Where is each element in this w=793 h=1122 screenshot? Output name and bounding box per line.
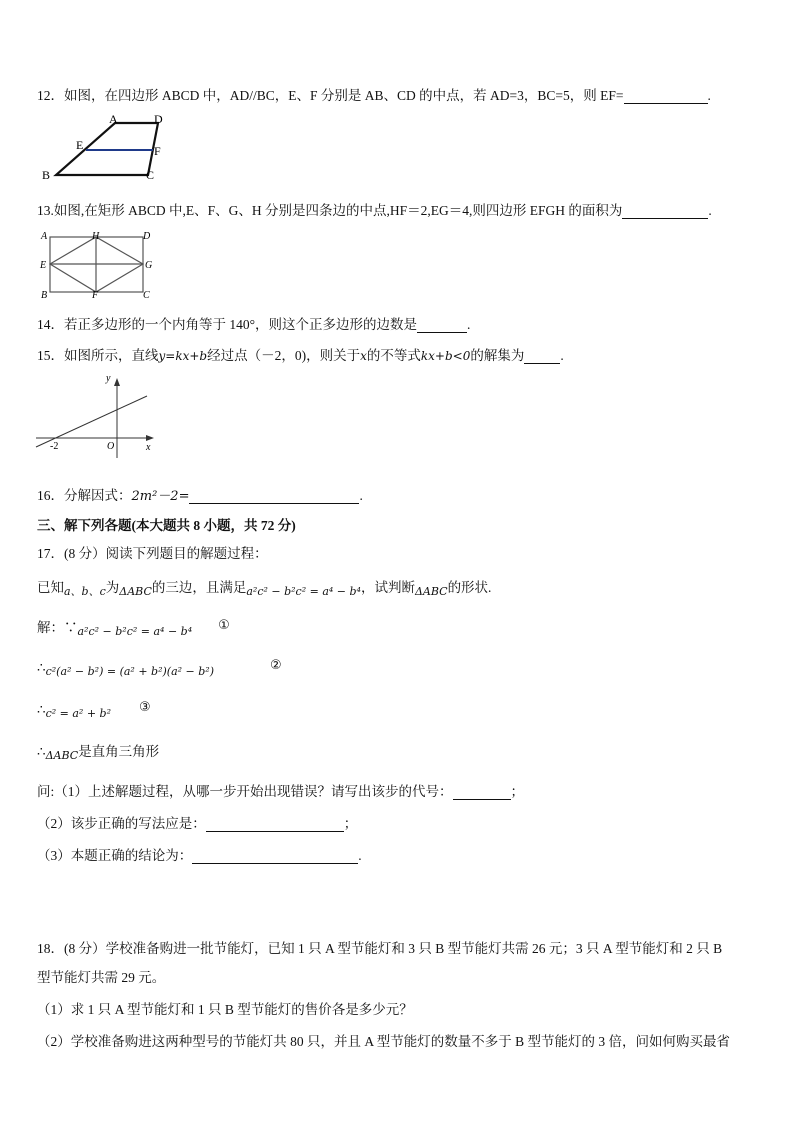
trapezoid-figure [36,112,176,184]
label-a: A [109,112,118,126]
answer-blank [192,849,358,864]
tick-label-minus-2: -2 [50,441,59,452]
line-graph-figure [34,370,162,460]
label-a: A [41,231,48,242]
question-18-part-1: （1）求 1 只 A 型节能灯和 1 只 B 型节能灯的售价各是多少元？ [37,1002,413,1017]
y-label: y [106,373,111,384]
question-15: 15．如图所示，直线y=kx+b经过点（－2，0)，则关于x的不等式kx+b<0的解集为 . [37,348,564,363]
section-title: 三、解下列各题(本大题共 8 小题，共 72 分) [37,518,296,533]
step-marker-3: ③ [139,700,151,715]
answer-blank [206,817,344,832]
label-f: F [92,290,99,300]
label-c: C [143,290,150,300]
solution-step-3: $\therefore_{c^2 = a^2 + b^2}$ ③ [37,700,151,720]
question-16: 16．分解因式：2m²－2= . [37,488,363,504]
y-axis-arrow [114,378,120,386]
label-e: E [40,260,47,271]
label-g: G [145,260,153,271]
line-equation: y=kx+b [158,349,208,363]
step-marker-1: ① [218,618,230,633]
step-marker-2: ② [270,658,282,673]
factor-expression: 2m²－2= [131,489,190,504]
label-d: D [154,112,163,126]
answer-blank [622,204,708,219]
question-17-part-3: （3）本题正确的结论为： . [37,848,362,863]
question-17-part-1: 问:（1）上述解题过程，从哪一步开始出现错误？请写出该步的代号： ； [37,784,524,799]
solution-step-1: 解：$\because_{a^2c^2 - b^2c^2 = a^4 - b^4}$ ① [37,618,230,638]
question-13-text: 13.如图,在矩形 ABCD 中,E、F、G、H 分别是四条边的中点,HF＝2,EG＝4,则四边形 EFGH 的面积为 [37,203,623,218]
question-12: 12．如图，在四边形 ABCD 中，AD//BC，E、F 分别是 AB、CD 的中点，若 AD=3，BC=5，则 EF= . [37,88,711,103]
question-13: 13.如图,在矩形 ABCD 中,E、F、G、H 分别是四条边的中点,HF＝2,EG＝4,则四边形 EFGH 的面积为 . [37,203,712,218]
question-18-line-1: 18．(8 分）学校准备购进一批节能灯，已知 1 只 A 型节能灯和 3 只 B 型节能灯共需 26 元；3 只 A 型节能灯和 2 只 B [37,941,723,956]
question-17-given: 已知$_{a、b、c}$为$_{\Delta ABC}$的三边，且满足$_{a^2c^2 - b^2c^2 = a^4 - b^4}$，试判断$_{\Delta ABC}$的形状. [37,580,492,598]
question-14: 14．若正多边形的一个内角等于 140°，则这个正多边形的边数是 . [37,317,471,332]
answer-blank [453,785,511,800]
question-17-part-2: （2）该步正确的写法应是： ； [37,816,358,831]
label-h: H [92,231,100,242]
label-f: F [154,144,161,158]
question-18-line-2: 型节能灯共需 29 元。 [37,970,166,985]
solution-step-2: $\therefore_{c^2(a^2 - b^2) = (a^2 + b^2)(a^2 - b^2)}$ ② [37,658,282,678]
answer-blank [417,318,467,333]
x-label: x [146,442,151,453]
origin-label: O [107,441,115,452]
inequality: kx+b<0 [420,349,471,363]
answer-blank [189,489,359,504]
question-14-text: 14．若正多边形的一个内角等于 140°，则这个正多边形的边数是 [37,317,418,332]
label-b: B [41,290,48,300]
x-axis-arrow [146,435,154,441]
line-y-kx-b [36,396,147,447]
given-equation: a²c² − b²c² = a⁴ − b⁴ [246,585,361,598]
question-18-part-2: （2）学校准备购进这两种型号的节能灯共 80 只，并且 A 型节能灯的数量不多于 B 型节能灯的 3 倍，问如何购买最省 [37,1034,731,1049]
rectangle-figure [36,228,160,300]
solution-conclusion: $\therefore_{\Delta ABC}$是直角三角形 [37,744,160,762]
label-e: E [76,138,84,152]
label-c: C [146,168,155,182]
label-d: D [143,231,151,242]
question-12-text: 12．如图，在四边形 ABCD 中，AD//BC，E、F 分别是 AB、CD 的中点，若 AD=3，BC=5，则 EF= [37,88,624,103]
answer-blank [524,349,560,364]
question-17-header: 17．(8 分）阅读下列题目的解题过程： [37,546,268,561]
answer-blank [624,89,708,104]
label-b: B [42,168,51,182]
